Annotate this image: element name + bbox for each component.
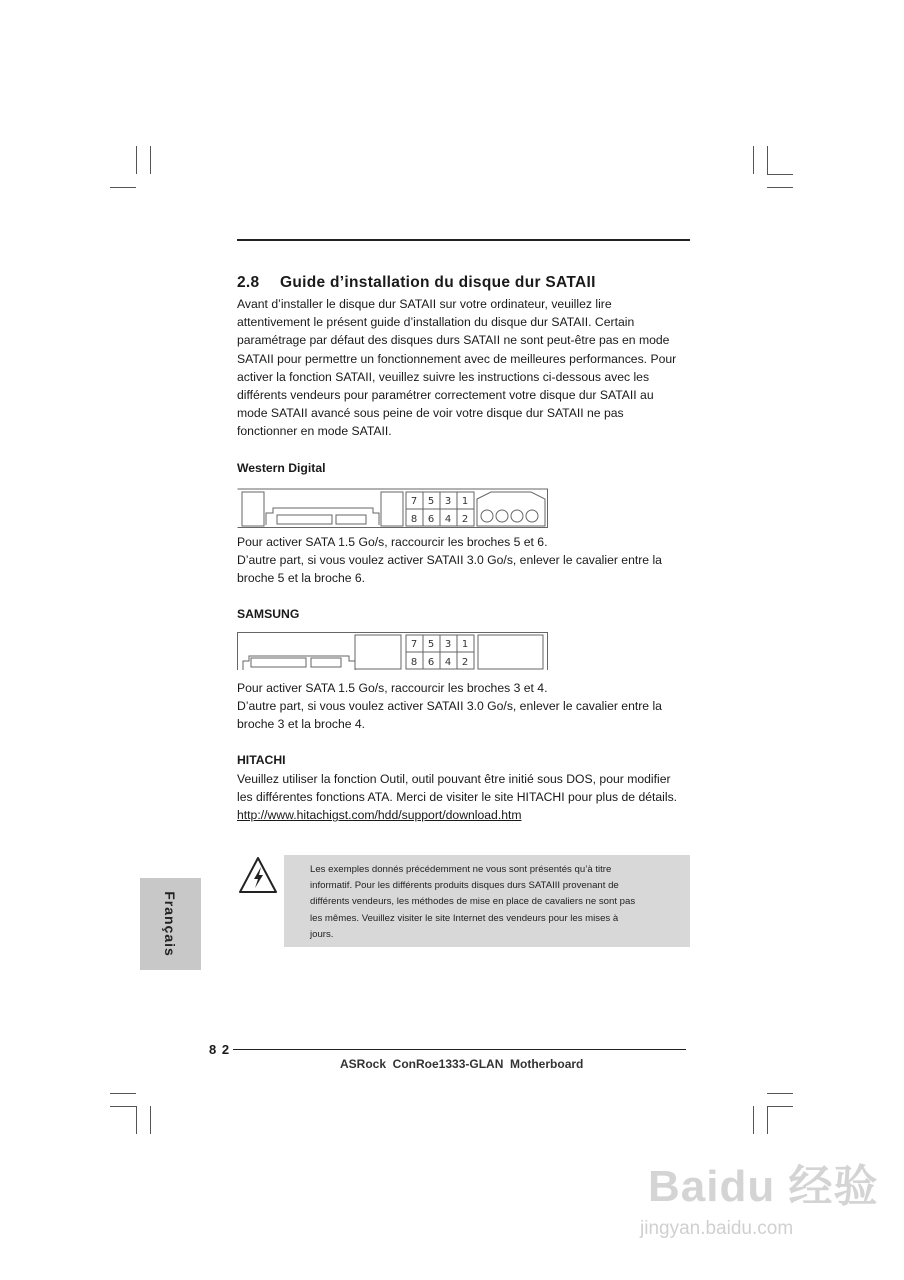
section-title [237,274,596,292]
intro-line: différents vendeurs pour paramétrer correctement votre disque dur SATAII au [237,388,654,403]
hitachi-heading: HITACHI [237,753,286,767]
samsung-line: Pour activer SATA 1.5 Go/s, raccourcir les broches 3 et 4. [237,681,548,695]
crop-mark [110,1093,136,1094]
language-tab-label: Français [162,891,178,957]
hitachi-paragraph [237,770,707,825]
samsung-pin-label: 6 [427,657,435,668]
intro-line: activer la fonction SATAII, veuillez suivre les instructions ci-dessous avec les [237,369,650,384]
crop-mark [767,1106,768,1134]
intro-line: fonctionner en mode SATAII. [237,424,392,439]
wd-line: D’autre part, si vous voulez activer SATAII 3.0 Go/s, enlever le cavalier entre la [237,553,662,568]
samsung-paragraph [237,679,697,734]
samsung-heading: SAMSUNG [237,607,300,621]
samsung-pin-label: 8 [410,657,418,668]
intro-line: attentivement le présent guide d’installation du disque dur SATAII. Certain [237,315,635,330]
watermark-logo: Baidu 经验 [648,1162,879,1211]
crop-mark [150,1106,151,1134]
wd-paragraph [237,533,697,588]
wd-line: Pour activer SATA 1.5 Go/s, raccourcir les broches 5 et 6. [237,535,548,549]
samsung-pin-label: 2 [461,657,469,668]
samsung-pin-label: 3 [444,639,452,650]
wd-pin-label: 1 [461,496,469,507]
wd-heading: Western Digital [237,461,326,475]
wd-pin-label: 6 [427,514,435,525]
language-tab [140,878,201,970]
intro-line: SATAII pour permettre un fonctionnement avec de meilleures performances. Pour [237,351,677,366]
wd-line: broche 5 et la broche 6. [237,571,366,586]
intro-line: mode SATAII avancé sous peine de voir votre disque dur SATAII ne pas [237,406,624,421]
samsung-pin-label: 1 [461,639,469,650]
samsung-pin-label: 7 [410,639,418,650]
crop-mark [136,1106,137,1134]
note-line: différents vendeurs, les méthodes de mise en place de cavaliers ne sont pas [310,896,636,908]
wd-pin-label: 5 [427,496,435,507]
wd-jumper-diagram [237,487,549,529]
intro-line: Avant d’installer le disque dur SATAII sur votre ordinateur, veuillez lire [237,297,612,311]
crop-mark [767,187,793,188]
intro-line: paramétrage par défaut des disques durs SATAII ne sont peut-être pas en mode [237,333,670,348]
samsung-jumper-diagram [237,630,549,672]
samsung-pin-label: 5 [427,639,435,650]
crop-mark [767,1106,793,1107]
note-line: jours. [310,928,334,940]
note-text [310,862,682,943]
samsung-line: D’autre part, si vous voulez activer SATAII 3.0 Go/s, enlever le cavalier entre la [237,699,662,714]
wd-pin-label: 4 [444,514,452,525]
crop-mark [767,146,768,174]
section-title-text: Guide d’installation du disque dur SATAII [280,274,596,291]
warning-lightning-icon [237,855,279,900]
crop-mark [150,146,151,174]
crop-mark [110,187,136,188]
wd-pin-label: 8 [410,514,418,525]
hitachi-download-link[interactable]: http://www.hitachigst.com/hdd/support/download.htm [237,808,522,823]
wd-pin-label: 7 [410,496,418,507]
crop-mark [767,174,793,175]
note-line: les mêmes. Veuillez visiter le site Internet des vendeurs pour les mises à [310,912,619,924]
wd-pin-label: 2 [461,514,469,525]
samsung-line: broche 3 et la broche 4. [237,717,366,732]
hitachi-line: Veuillez utiliser la fonction Outil, outil pouvant être initié sous DOS, pour modifier [237,772,671,786]
section-number: 2.8 [237,274,260,291]
hitachi-line: les différentes fonctions ATA. Merci de visiter le site HITACHI pour plus de détails. [237,790,678,805]
intro-paragraph [237,295,697,441]
crop-mark [136,146,137,174]
wd-pin-label: 3 [444,496,452,507]
note-line: Les exemples donnés précédemment ne vous sont présentés qu’à titre [310,864,612,875]
page-number: 8 2 [209,1042,231,1057]
crop-mark [110,1106,136,1107]
footer-text: ASRock ConRoe1333-GLAN Motherboard [340,1057,584,1071]
crop-mark [753,1106,754,1134]
header-rule [237,239,690,241]
crop-mark [767,1093,793,1094]
crop-mark [753,146,754,174]
note-line: informatif. Pour les différents produits disques durs SATAIII provenant de [310,880,619,892]
watermark-url: jingyan.baidu.com [640,1218,794,1239]
footer-rule [233,1049,686,1050]
samsung-pin-label: 4 [444,657,452,668]
